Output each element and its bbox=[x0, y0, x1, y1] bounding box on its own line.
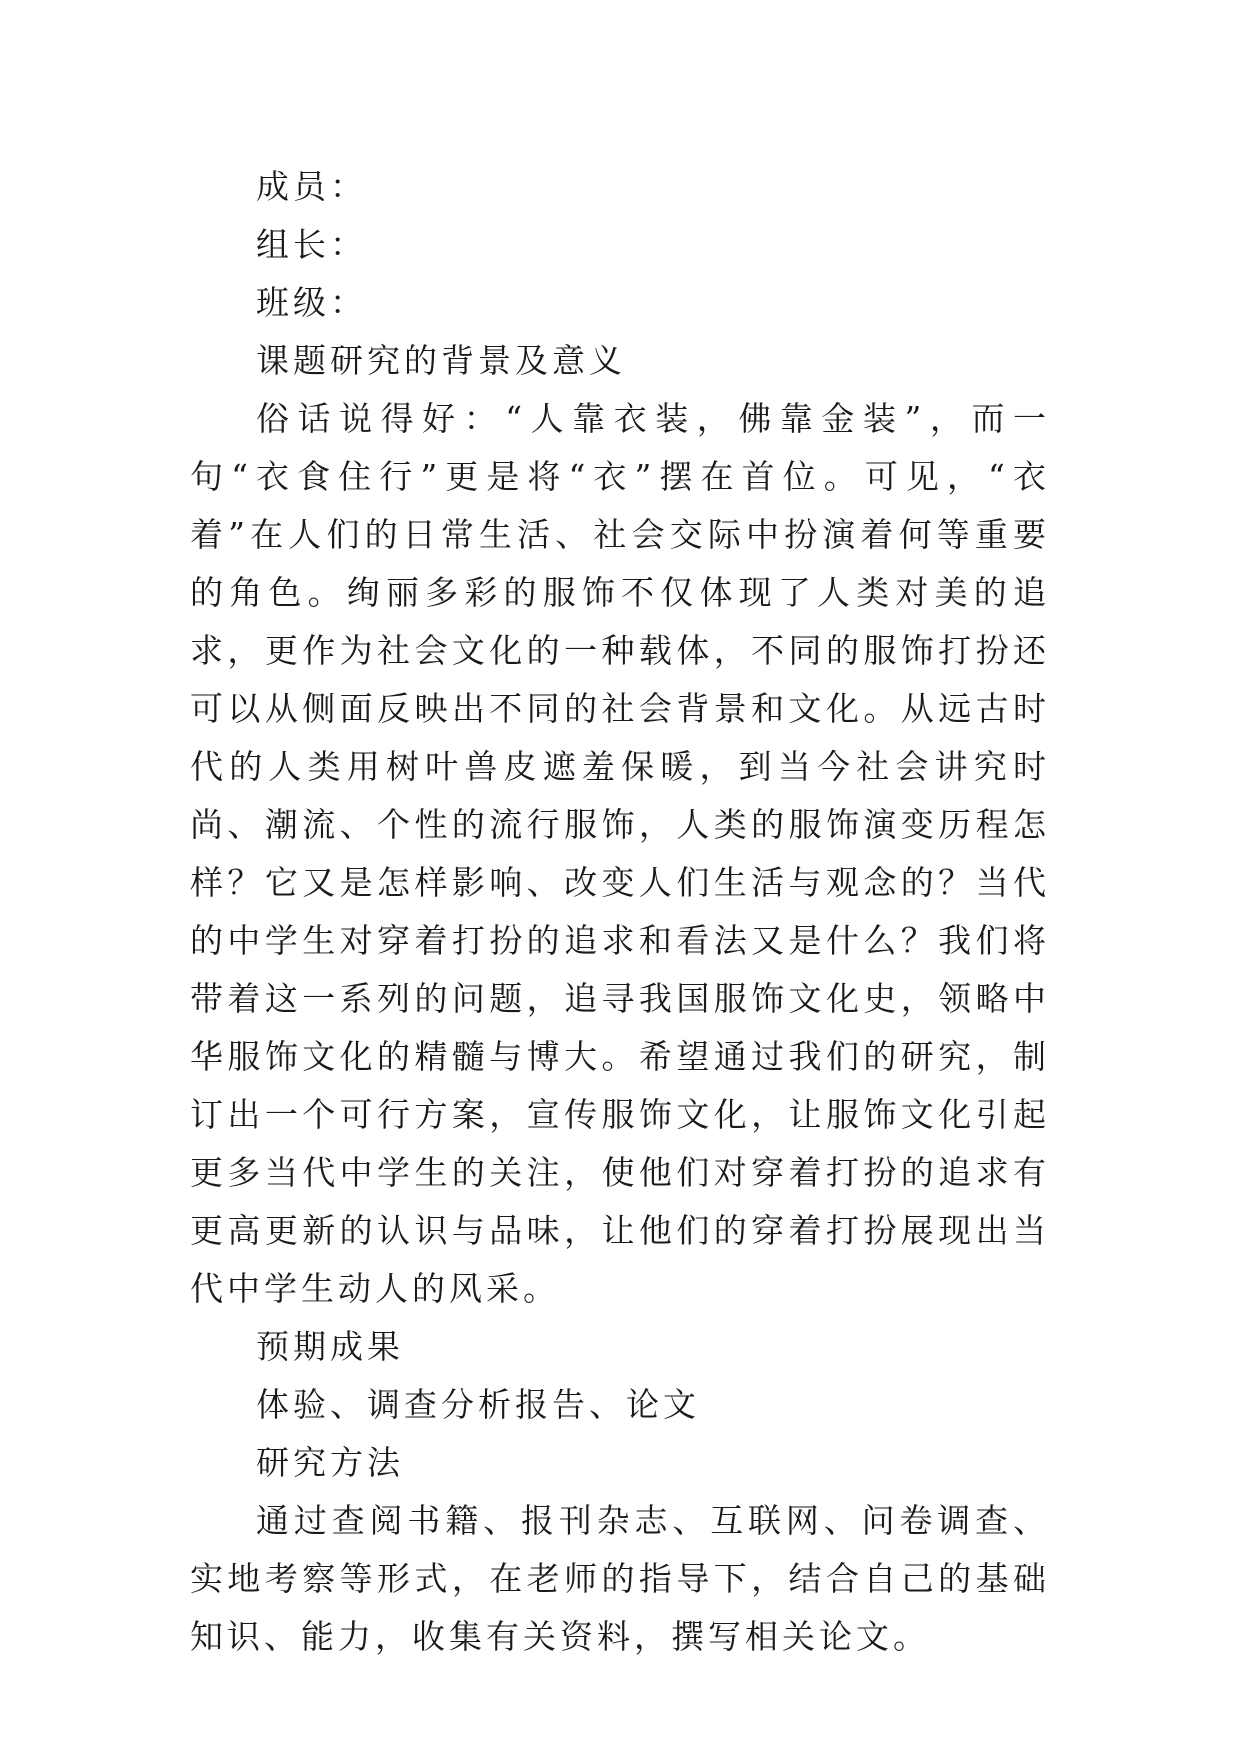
section-heading-background: 课题研究的背景及意义 bbox=[256, 341, 626, 380]
document-content bbox=[190, 158, 1050, 1666]
background-paragraph: 俗话说得好：“人靠衣装，佛靠金装”，而一句“衣食住行”更是将“衣”摆在首位。可见，“衣着”在人们的日常生活、社会交际中扮演着何等重要的角色。绚丽多彩的服饰不仅体现了人类对美的追求，更作为社会文化的一种载体，不同的服饰打扮还可以从侧面反映出不同的社会背景和文化。从远古时代的人类用树叶兽皮遮羞保暖，到当今社会讲究时尚、潮流、个性的流行服饰，人类的服饰演变历程怎样？它又是怎样影响、改变人们生活与观念的？当代的中学生对穿着打扮的追求和看法又是什么？我们将带着这一系列的问题，追寻我国服饰文化史，领略中华服饰文化的精髓与博大。希望通过我们的研究，制订出一个可行方案，宣传服饰文化，让服饰文化引起更多当代中学生的关注，使他们对穿着打扮的追求有更高更新的认识与品味，让他们的穿着打扮展现出当代中学生动人的风采。 bbox=[190, 399, 1050, 1308]
class-label: 班级： bbox=[256, 283, 367, 322]
section-heading-methods: 研究方法 bbox=[256, 1443, 404, 1482]
leader-label: 组长： bbox=[256, 225, 367, 264]
section-heading-expected-results: 预期成果 bbox=[256, 1327, 404, 1366]
methods-paragraph: 通过查阅书籍、报刊杂志、互联网、问卷调查、实地考察等形式，在老师的指导下，结合自己的基础知识、能力，收集有关资料，撰写相关论文。 bbox=[190, 1501, 1050, 1656]
members-label: 成员： bbox=[256, 167, 367, 206]
expected-results-text: 体验、调查分析报告、论文 bbox=[256, 1385, 700, 1424]
